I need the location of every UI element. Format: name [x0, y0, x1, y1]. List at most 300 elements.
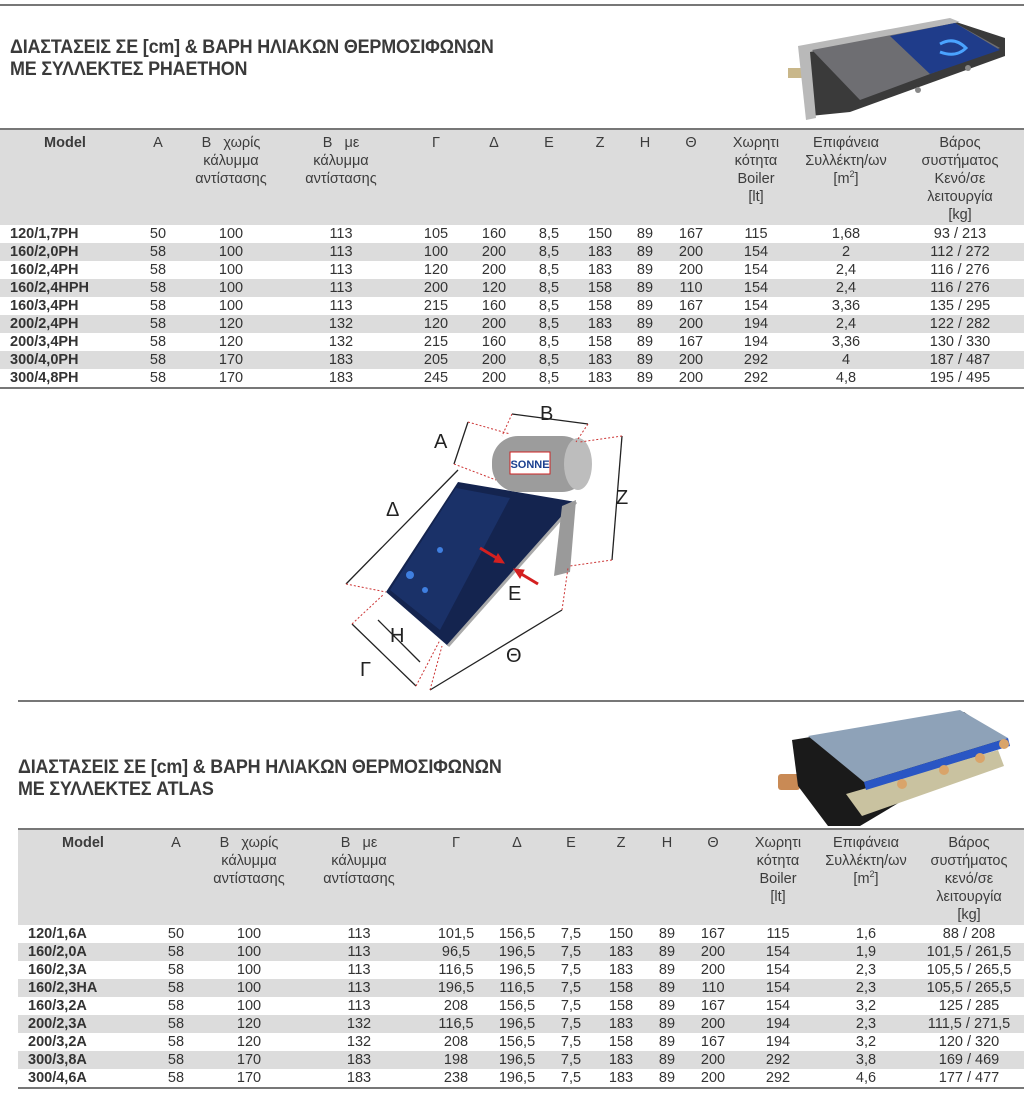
- ext-line: [416, 640, 440, 686]
- cell-area: 4,6: [818, 1069, 914, 1088]
- cell-model: 160/2,4PH: [10, 262, 79, 278]
- riser-pipe: [939, 765, 949, 775]
- cell-b-with: 113: [347, 926, 371, 942]
- cell-d: 200: [466, 243, 522, 261]
- riser-pipe: [999, 739, 1009, 749]
- atlas-title-line1: ΔΙΑΣΤΑΣΕΙΣ ΣΕ [cm] & ΒΑΡΗ ΗΛΙΑΚΩΝ ΘΕΡΜΟΣΙΦΩΝΩΝ: [18, 756, 502, 778]
- cell-capacity: 154: [765, 962, 791, 978]
- cell-a: 58: [149, 262, 167, 278]
- cell-e: 7,5: [546, 1069, 596, 1088]
- cell-z: 183: [576, 369, 624, 388]
- cell-e: 8,5: [522, 351, 576, 369]
- cell-model: 300/4,8PH: [0, 369, 130, 388]
- cell-th: 167: [678, 334, 704, 350]
- col-z: Z: [576, 129, 624, 225]
- cell-weight: 130 / 330: [929, 334, 991, 350]
- cell-h: 89: [646, 1069, 688, 1088]
- cell-area: 3,2: [855, 1034, 877, 1050]
- cell-th: 167: [678, 298, 704, 314]
- col-capacity: [716, 129, 796, 225]
- cell-e: 7,5: [546, 943, 596, 961]
- col-weight: [914, 829, 1024, 925]
- cell-b-with: 113: [347, 962, 371, 978]
- label-a: A: [434, 431, 448, 453]
- header-text: Βάρος: [939, 135, 981, 151]
- cell-b-without: 120: [204, 1015, 294, 1033]
- header-text: Επιφάνεια: [832, 835, 899, 851]
- cell-area: 2,3: [818, 979, 914, 997]
- cell-b-without: 100: [204, 943, 294, 961]
- header-text: ]: [854, 171, 859, 187]
- label-e: E: [508, 583, 522, 605]
- table-row: [18, 961, 1024, 979]
- cell-e: 8,5: [522, 369, 576, 388]
- cell-model: 160/2,4HPH: [0, 279, 130, 297]
- header-text: [796, 170, 896, 188]
- header-text: λειτουργία: [927, 189, 993, 205]
- header-text: κότητα: [756, 853, 800, 869]
- cell-z: 150: [608, 926, 634, 942]
- cell-a: 58: [149, 298, 167, 314]
- cell-e: 7,5: [546, 1015, 596, 1033]
- cell-g: 101,5: [437, 926, 475, 942]
- cell-weight: 116 / 276: [896, 279, 1024, 297]
- cell-weight: 93 / 213: [933, 226, 987, 242]
- cell-th: 167: [700, 998, 726, 1014]
- arrow-head-icon: [514, 569, 524, 578]
- cell-d: 156,5: [498, 998, 536, 1014]
- riser-pipe: [897, 779, 907, 789]
- table-row: [18, 997, 1024, 1015]
- cell-weight: 195 / 495: [896, 369, 1024, 388]
- atlas-section-title: [18, 756, 502, 800]
- cell-area: 3,8: [818, 1051, 914, 1069]
- cell-area: 2,4: [835, 262, 857, 278]
- cell-z: 183: [576, 243, 624, 261]
- cell-model: 120/1,7PH: [10, 226, 79, 242]
- cell-th: 167: [700, 1034, 726, 1050]
- col-area: [796, 129, 896, 225]
- cell-model: 300/3,8A: [18, 1051, 148, 1069]
- cell-model: 200/2,4PH: [0, 315, 130, 333]
- header-text: ]: [874, 871, 879, 887]
- cell-e: 8,5: [538, 262, 560, 278]
- cell-a: 58: [148, 1015, 204, 1033]
- cell-a: 58: [167, 1034, 185, 1050]
- cell-th: 167: [700, 926, 726, 942]
- table-row: [0, 297, 1024, 315]
- cell-d: 156,5: [498, 1034, 536, 1050]
- cell-g: 100: [406, 243, 466, 261]
- cell-b-without: 100: [186, 279, 276, 297]
- header-text: [m: [833, 171, 850, 187]
- cell-weight: 169 / 469: [914, 1051, 1024, 1069]
- phaethon-section-title: [10, 36, 494, 80]
- cell-b-without: 100: [186, 243, 276, 261]
- cell-h: 89: [646, 943, 688, 961]
- cell-z: 158: [608, 1034, 634, 1050]
- header-text: κότητα: [734, 153, 778, 169]
- pipe-stub: [778, 774, 800, 790]
- cell-weight: 111,5 / 271,5: [914, 1015, 1024, 1033]
- cell-z: 183: [587, 262, 613, 278]
- header-text: B με: [340, 835, 378, 851]
- cell-h: 89: [624, 369, 666, 388]
- cell-d: 156,5: [498, 926, 536, 942]
- cell-h: 89: [646, 979, 688, 997]
- cell-h: 89: [636, 226, 654, 242]
- atlas-rows: [18, 925, 1024, 1088]
- table-row: [0, 333, 1024, 351]
- cell-area: 2,3: [855, 962, 877, 978]
- cell-b-with: 132: [346, 1034, 372, 1050]
- cell-weight: 125 / 285: [938, 998, 1000, 1014]
- cell-th: 200: [666, 243, 716, 261]
- cell-b-without: 120: [236, 1034, 262, 1050]
- cell-h: 89: [658, 1034, 676, 1050]
- ext-line: [562, 568, 568, 610]
- cell-b-without: 170: [186, 351, 276, 369]
- panel-sparkle: [422, 587, 428, 593]
- header-text: Χωρητι: [754, 835, 802, 851]
- cell-b-without: 100: [236, 962, 262, 978]
- cell-th: 200: [700, 962, 726, 978]
- cell-g: 245: [406, 369, 466, 388]
- header-text: [kg]: [948, 207, 972, 223]
- header-text: Κενό/σε: [934, 171, 986, 187]
- cell-z: 158: [587, 298, 613, 314]
- cell-b-with: 183: [276, 351, 406, 369]
- cell-capacity: 154: [738, 979, 818, 997]
- cell-g: 238: [424, 1069, 488, 1088]
- table-row: [18, 1069, 1024, 1088]
- cell-weight: 88 / 208: [942, 926, 996, 942]
- header-text: Επιφάνεια: [812, 135, 879, 151]
- label-th: Θ: [506, 645, 522, 667]
- cell-b-with: 132: [294, 1015, 424, 1033]
- cell-a: 58: [167, 962, 185, 978]
- cell-g: 215: [423, 334, 449, 350]
- cell-z: 183: [596, 1069, 646, 1088]
- fitting: [915, 87, 921, 93]
- cell-b-with: 113: [329, 298, 353, 314]
- cell-area: 3,2: [855, 998, 877, 1014]
- panel-sparkle: [406, 571, 414, 579]
- table-row: [0, 315, 1024, 333]
- cell-g: 200: [406, 279, 466, 297]
- cell-z: 183: [576, 315, 624, 333]
- col-z: Z: [596, 829, 646, 925]
- header-text: Boiler: [737, 171, 775, 187]
- ext-line: [454, 464, 496, 480]
- phaethon-collector-image: [770, 8, 1020, 128]
- cell-a: 58: [167, 998, 185, 1014]
- cell-a: 58: [130, 243, 186, 261]
- header-text: αντίστασης: [195, 171, 267, 187]
- cell-b-without: 100: [236, 998, 262, 1014]
- table-row: [0, 279, 1024, 297]
- header-text: συστήματος: [930, 853, 1008, 869]
- col-weight: [896, 129, 1024, 225]
- cell-capacity: 292: [716, 369, 796, 388]
- cell-weight: 187 / 487: [896, 351, 1024, 369]
- cell-z: 158: [587, 334, 613, 350]
- header-text: κάλυμμα: [313, 153, 369, 169]
- col-area: [818, 829, 914, 925]
- cell-g: 208: [443, 1034, 469, 1050]
- table-row: [0, 369, 1024, 388]
- cell-capacity: 154: [738, 943, 818, 961]
- cell-area: 3,36: [831, 298, 861, 314]
- cell-b-with: 113: [347, 998, 371, 1014]
- col-b-with: [276, 129, 406, 225]
- label-h: H: [390, 625, 405, 647]
- ext-line: [580, 436, 622, 442]
- cell-b-with: 113: [294, 943, 424, 961]
- phaethon-rows: [0, 225, 1024, 388]
- sonne-brand: SONNE: [510, 459, 550, 471]
- cell-area: 2,3: [818, 1015, 914, 1033]
- cell-e: 7,5: [560, 926, 582, 942]
- header-text: κάλυμμα: [221, 853, 277, 869]
- col-h: H: [624, 129, 666, 225]
- cell-z: 158: [576, 279, 624, 297]
- cell-area: 1,9: [818, 943, 914, 961]
- cell-h: 89: [636, 334, 654, 350]
- cell-weight: 120 / 320: [938, 1034, 1000, 1050]
- cell-z: 183: [608, 962, 634, 978]
- cell-th: 200: [666, 369, 716, 388]
- superscript: 2: [869, 869, 875, 880]
- cell-d: 160: [481, 298, 507, 314]
- cell-z: 158: [608, 998, 634, 1014]
- cell-e: 7,5: [560, 1034, 582, 1050]
- cell-th: 200: [666, 351, 716, 369]
- cell-e: 7,5: [546, 1051, 596, 1069]
- cell-d: 120: [466, 279, 522, 297]
- cell-weight: 101,5 / 261,5: [914, 943, 1024, 961]
- col-model: Model: [0, 129, 130, 225]
- cell-capacity: 292: [716, 351, 796, 369]
- cell-a: 58: [148, 1069, 204, 1088]
- col-th: Θ: [666, 129, 716, 225]
- table-row: [18, 979, 1024, 997]
- cell-g: 116,5: [438, 962, 474, 978]
- label-z: Z: [616, 487, 629, 509]
- cell-a: 58: [149, 334, 167, 350]
- cell-capacity: 154: [716, 243, 796, 261]
- cell-model: 300/4,6A: [18, 1069, 148, 1088]
- cell-b-with: 113: [276, 279, 406, 297]
- cell-b-without: 120: [218, 334, 244, 350]
- cell-model: 160/3,4PH: [10, 298, 79, 314]
- cell-a: 50: [167, 926, 185, 942]
- cell-z: 183: [576, 351, 624, 369]
- cell-b-with: 113: [294, 979, 424, 997]
- cell-g: 96,5: [424, 943, 488, 961]
- cell-area: 4,8: [796, 369, 896, 388]
- cell-b-without: 100: [218, 226, 244, 242]
- table-row: [18, 943, 1024, 961]
- cell-a: 58: [130, 279, 186, 297]
- cell-model: 200/3,2A: [28, 1034, 87, 1050]
- cell-capacity: 154: [743, 262, 769, 278]
- table-row: [18, 1051, 1024, 1069]
- cell-e: 8,5: [538, 226, 560, 242]
- cell-a: 58: [148, 1051, 204, 1069]
- cell-e: 7,5: [560, 962, 582, 978]
- cell-b-with: 132: [328, 334, 354, 350]
- cell-g: 205: [406, 351, 466, 369]
- cell-h: 89: [636, 298, 654, 314]
- ext-line: [570, 560, 612, 566]
- header-text: [lt]: [748, 189, 764, 205]
- cell-th: 200: [688, 1069, 738, 1088]
- phaethon-title-line2: ΜΕ ΣΥΛΛΕΚΤΕΣ PHAETHON: [10, 58, 248, 80]
- header-text: B χωρίς: [201, 135, 261, 151]
- cell-weight: 105,5 / 265,5: [926, 962, 1012, 978]
- header-text: Boiler: [759, 871, 797, 887]
- cell-area: 2,4: [796, 279, 896, 297]
- header-text: Βάρος: [948, 835, 990, 851]
- cell-b-without: 120: [186, 315, 276, 333]
- cell-area: 2,4: [796, 315, 896, 333]
- col-a: A: [148, 829, 204, 925]
- cell-g: 198: [424, 1051, 488, 1069]
- atlas-collector-image: [778, 706, 1024, 830]
- cell-d: 200: [466, 351, 522, 369]
- cell-th: 200: [688, 1051, 738, 1069]
- cell-capacity: 154: [765, 998, 791, 1014]
- cell-h: 89: [646, 1015, 688, 1033]
- cell-h: 89: [624, 243, 666, 261]
- cell-th: 167: [678, 226, 704, 242]
- col-d: Δ: [466, 129, 522, 225]
- cell-b-without: 100: [236, 926, 262, 942]
- cell-capacity: 154: [716, 279, 796, 297]
- header-text: λειτουργία: [936, 889, 1002, 905]
- col-g: Γ: [424, 829, 488, 925]
- cell-capacity: 194: [738, 1015, 818, 1033]
- ext-line: [346, 584, 386, 592]
- cell-h: 89: [658, 998, 676, 1014]
- phaethon-title-line1: ΔΙΑΣΤΑΣΕΙΣ ΣΕ [cm] & ΒΑΡΗ ΗΛΙΑΚΩΝ ΘΕΡΜΟΣΙΦΩΝΩΝ: [10, 36, 494, 58]
- cell-e: 8,5: [522, 243, 576, 261]
- header-text: Συλλέκτη/ων: [805, 153, 887, 169]
- cell-b-with: 113: [329, 226, 353, 242]
- cell-g: 120: [423, 262, 449, 278]
- table-row: [0, 243, 1024, 261]
- cell-h: 89: [624, 351, 666, 369]
- col-d: Δ: [488, 829, 546, 925]
- cell-z: 158: [596, 979, 646, 997]
- cell-a: 58: [130, 351, 186, 369]
- cell-th: 200: [666, 315, 716, 333]
- cell-e: 8,5: [522, 279, 576, 297]
- cell-z: 150: [587, 226, 613, 242]
- cell-z: 183: [596, 943, 646, 961]
- cell-model: 160/2,3HA: [18, 979, 148, 997]
- cell-model: 160/3,2A: [28, 998, 87, 1014]
- cell-b-with: 113: [276, 243, 406, 261]
- cell-d: 196,5: [498, 962, 536, 978]
- label-d: Δ: [386, 499, 400, 521]
- label-g: Γ: [360, 659, 372, 681]
- cell-h: 89: [658, 926, 676, 942]
- cell-z: 183: [596, 1051, 646, 1069]
- cell-weight: 116 / 276: [930, 262, 990, 278]
- header-text: B χωρίς: [219, 835, 279, 851]
- cell-b-with: 183: [294, 1069, 424, 1088]
- header-text: κάλυμμα: [203, 153, 259, 169]
- col-e: E: [546, 829, 596, 925]
- col-th: Θ: [688, 829, 738, 925]
- col-h: H: [646, 829, 688, 925]
- phaethon-spec-table: [0, 128, 1024, 389]
- cell-e: 8,5: [522, 315, 576, 333]
- cell-th: 110: [666, 279, 716, 297]
- cell-g: 116,5: [424, 1015, 488, 1033]
- cell-b-with: 183: [276, 369, 406, 388]
- col-e: E: [522, 129, 576, 225]
- header-text: αντίστασης: [323, 871, 395, 887]
- dim-a-line: [454, 422, 468, 464]
- header-text: [lt]: [770, 889, 786, 905]
- cell-model: 300/4,0PH: [0, 351, 130, 369]
- table-row: [0, 225, 1024, 243]
- cell-g: 208: [443, 998, 469, 1014]
- cell-weight: 122 / 282: [896, 315, 1024, 333]
- cell-e: 7,5: [546, 979, 596, 997]
- cell-model: 160/2,0PH: [0, 243, 130, 261]
- header-text: συστήματος: [921, 153, 999, 169]
- header-text: Χωρητι: [732, 135, 780, 151]
- cell-d: 196,5: [488, 1015, 546, 1033]
- cell-b-with: 183: [294, 1051, 424, 1069]
- cell-h: 89: [646, 1051, 688, 1069]
- cell-a: 58: [130, 369, 186, 388]
- cell-g: 105: [423, 226, 449, 242]
- boiler-end-cap: [564, 438, 592, 490]
- cell-th: 200: [688, 1015, 738, 1033]
- cell-g: 120: [406, 315, 466, 333]
- cell-capacity: 292: [738, 1069, 818, 1088]
- cell-e: 8,5: [538, 298, 560, 314]
- cell-area: 1,6: [855, 926, 877, 942]
- cell-a: 50: [149, 226, 167, 242]
- header-text: B με: [322, 135, 360, 151]
- cell-b-without: 170: [204, 1051, 294, 1069]
- table-row: [18, 1033, 1024, 1051]
- panel-sparkle: [437, 547, 443, 553]
- cell-model: 160/2,0A: [18, 943, 148, 961]
- table-row: [18, 1015, 1024, 1033]
- cell-g: 196,5: [424, 979, 488, 997]
- label-b: B: [540, 403, 554, 425]
- cell-model: 120/1,6A: [28, 926, 87, 942]
- cell-capacity: 194: [765, 1034, 791, 1050]
- cell-b-without: 100: [204, 979, 294, 997]
- cell-z: 183: [596, 1015, 646, 1033]
- cell-weight: 112 / 272: [896, 243, 1024, 261]
- cell-d: 196,5: [488, 943, 546, 961]
- cell-h: 89: [658, 962, 676, 978]
- cell-b-with: 132: [276, 315, 406, 333]
- cell-capacity: 115: [766, 926, 790, 942]
- atlas-spec-table: [18, 828, 1024, 1089]
- cell-d: 196,5: [488, 1069, 546, 1088]
- section-divider: [18, 700, 1024, 702]
